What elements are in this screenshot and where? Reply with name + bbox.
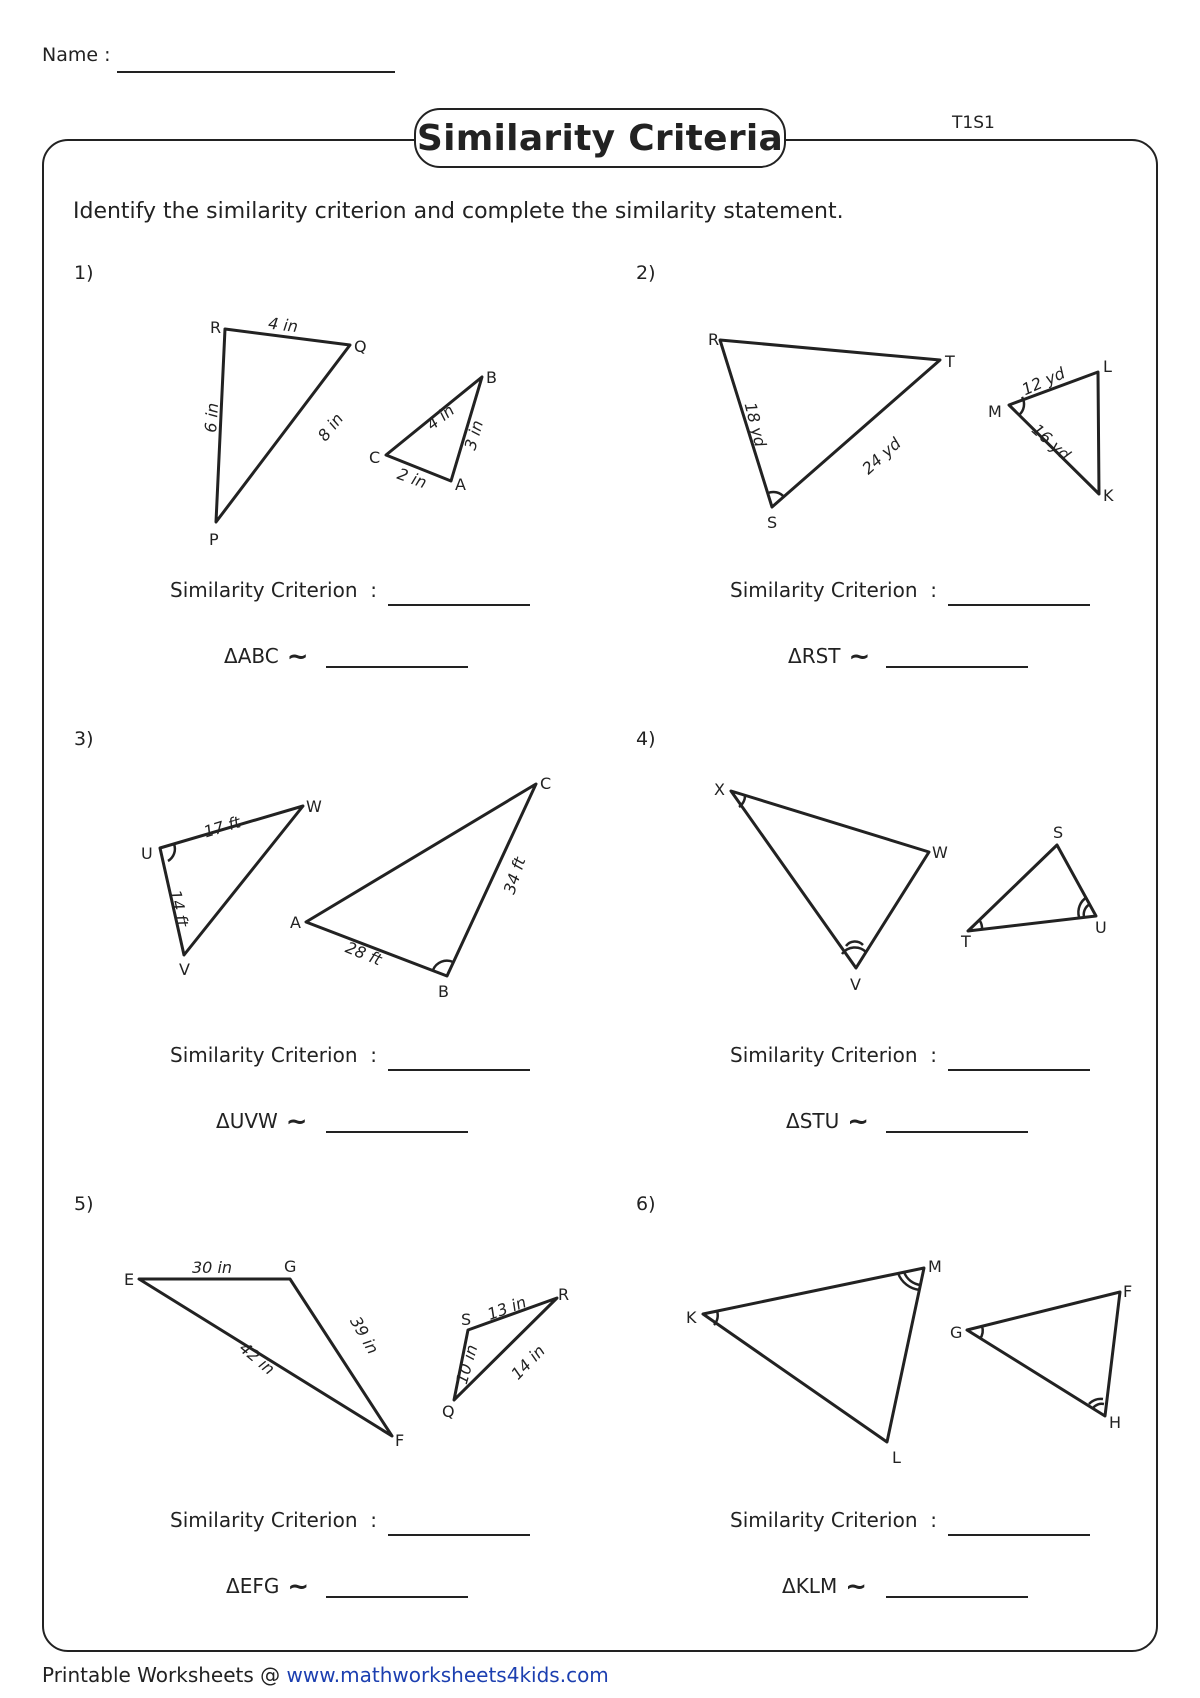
similarity-statement-4: ΔSTU ~ <box>786 1107 870 1137</box>
side-label: 18 yd <box>740 400 771 449</box>
vertex-label: K <box>1103 486 1114 505</box>
side-label: 14 ft <box>165 888 193 929</box>
vertex-label: F <box>395 1431 405 1450</box>
vertex-label: M <box>928 1257 942 1276</box>
criterion-label-3: Similarity Criterion : <box>170 1043 377 1067</box>
triangle-KLM-6 <box>703 1268 924 1442</box>
page-title: Similarity Criteria <box>414 108 786 168</box>
vertex-label: L <box>1103 357 1112 376</box>
vertex-label: R <box>708 330 720 349</box>
vertex-label: K <box>686 1308 697 1327</box>
problem-number-4: 4) <box>636 728 656 750</box>
side-label: 28 ft <box>342 937 385 970</box>
vertex-label: C <box>369 448 381 467</box>
similarity-statement-5: ΔEFG ~ <box>226 1572 310 1602</box>
side-label: 6 in <box>201 402 223 434</box>
side-label: 34 ft <box>499 854 530 897</box>
side-label: 42 in <box>235 1338 279 1379</box>
vertex-label: C <box>540 774 552 793</box>
angle-mark-V-2 <box>846 941 863 946</box>
vertex-label: A <box>455 475 466 494</box>
vertex-label: R <box>210 318 222 337</box>
vertex-label: P <box>209 530 219 549</box>
footer-prefix: Printable Worksheets @ <box>42 1663 281 1687</box>
vertex-label: F <box>1123 1282 1133 1301</box>
vertex-label: Q <box>354 337 367 356</box>
side-label: 12 yd <box>1018 363 1068 400</box>
similarity-statement-1: ΔABC ~ <box>224 642 309 672</box>
vertex-label: B <box>438 982 449 1001</box>
footer-link[interactable]: www.mathworksheets4kids.com <box>286 1663 609 1687</box>
angle-mark-H-2 <box>1093 1404 1104 1408</box>
vertex-label: A <box>290 913 301 932</box>
vertex-label: G <box>950 1323 963 1342</box>
worksheet-code: T1S1 <box>952 113 995 133</box>
vertex-label: U <box>141 844 153 863</box>
vertex-label: X <box>714 780 725 799</box>
angle-mark-S <box>768 492 784 497</box>
side-label: 13 in <box>484 1292 529 1324</box>
triangle-ABC-3 <box>306 784 536 976</box>
vertex-label: V <box>179 960 190 979</box>
side-label: 4 in <box>422 400 458 434</box>
vertex-label: B <box>486 368 497 387</box>
vertex-label: V <box>850 975 861 994</box>
angle-mark-M-6b <box>904 1272 921 1285</box>
vertex-label: W <box>306 797 322 816</box>
vertex-label: Q <box>442 1402 455 1421</box>
side-label: 2 in <box>394 464 430 493</box>
criterion-label-4: Similarity Criterion : <box>730 1043 937 1067</box>
criterion-label-2: Similarity Criterion : <box>730 578 937 602</box>
problem-number-6: 6) <box>636 1193 656 1215</box>
similarity-statement-6: ΔKLM ~ <box>782 1572 867 1602</box>
footer <box>42 1663 609 1687</box>
angle-mark-T <box>980 921 982 929</box>
similarity-statement-3: ΔUVW ~ <box>216 1107 308 1137</box>
side-label: 30 in <box>192 1258 233 1277</box>
vertex-label: U <box>1095 918 1107 937</box>
side-label: 16 yd <box>1027 419 1075 465</box>
vertex-label: R <box>558 1285 570 1304</box>
problem-number-1: 1) <box>74 262 94 284</box>
angle-mark-U-3 <box>1084 904 1090 917</box>
criterion-label-5: Similarity Criterion : <box>170 1508 377 1532</box>
triangle-VWX <box>731 791 929 968</box>
side-label: 4 in <box>267 313 300 337</box>
vertex-label: G <box>284 1257 297 1276</box>
vertex-label: H <box>1109 1413 1122 1432</box>
instructions: Identify the similarity criterion and complete the similarity statement. <box>73 199 844 224</box>
similarity-statement-2: ΔRST ~ <box>788 642 871 672</box>
vertex-label: T <box>961 932 971 951</box>
vertex-label: L <box>892 1448 901 1467</box>
problem-number-2: 2) <box>636 262 656 284</box>
problem-number-5: 5) <box>74 1193 94 1215</box>
side-label: 14 in <box>507 1341 549 1384</box>
criterion-label-6: Similarity Criterion : <box>730 1508 937 1532</box>
vertex-label: M <box>988 402 1002 421</box>
vertex-label: S <box>461 1310 472 1329</box>
vertex-label: W <box>932 843 948 862</box>
side-label: 39 in <box>346 1313 383 1358</box>
triangle-FGH <box>967 1292 1120 1416</box>
side-label: 10 in <box>452 1342 482 1387</box>
vertex-label: S <box>767 513 778 532</box>
name-label: Name : <box>42 44 111 66</box>
triangle-STU <box>968 845 1096 931</box>
criterion-label-1: Similarity Criterion : <box>170 578 377 602</box>
vertex-label: T <box>945 352 955 371</box>
angle-mark-X <box>739 795 745 807</box>
vertex-label: E <box>124 1270 135 1289</box>
angle-mark-M-6 <box>898 1273 920 1290</box>
side-label: 3 in <box>460 418 488 453</box>
problem-number-3: 3) <box>74 728 94 750</box>
side-label: 8 in <box>313 409 348 445</box>
vertex-label: S <box>1053 823 1064 842</box>
side-label: 24 yd <box>858 433 905 479</box>
side-label: 17 ft <box>201 812 243 842</box>
